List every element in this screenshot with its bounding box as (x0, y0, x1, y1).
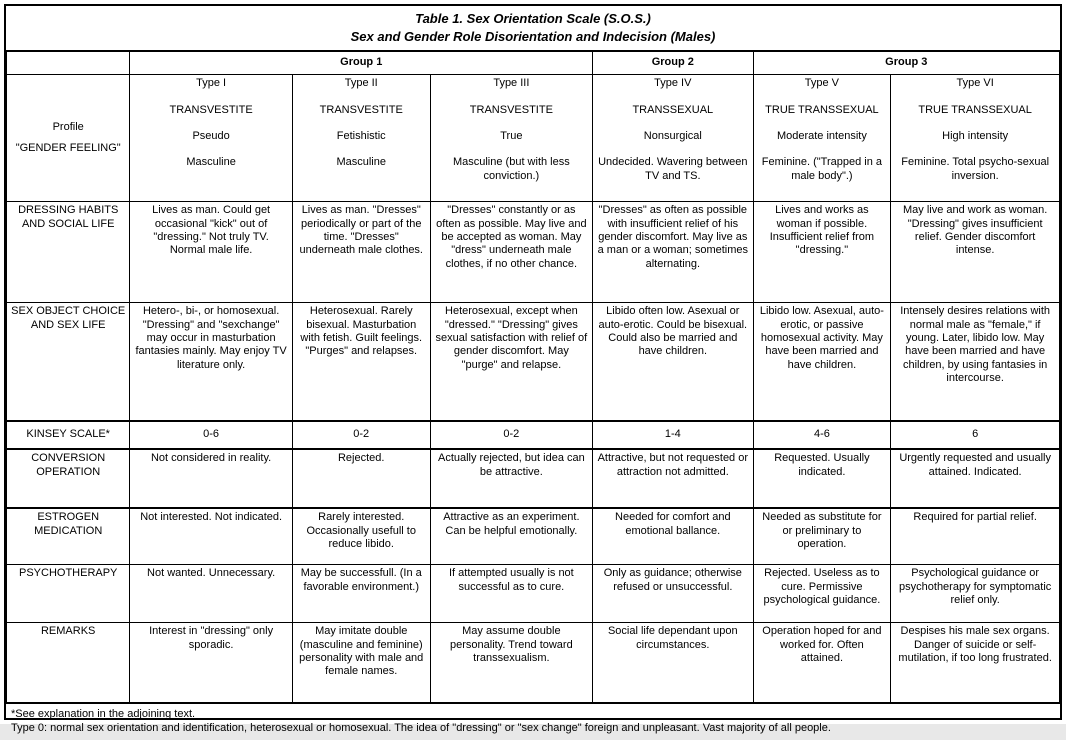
table-title (6, 6, 1060, 51)
type-label: Type VI (956, 77, 994, 90)
table-cell: Urgently requested and usually attained. Indicated. (891, 449, 1060, 508)
type-label: Type I (196, 77, 227, 90)
table-row-psychotherapy (7, 565, 1060, 623)
profile-cell-type6 (891, 75, 1060, 202)
table-cell: Not wanted. Unnecessary. (130, 565, 292, 623)
profile-cell-type5 (753, 75, 891, 202)
type-subtype: Pseudo (192, 129, 230, 142)
type-subtype: Moderate intensity (776, 129, 867, 142)
table-cell: Required for partial relief. (891, 508, 1060, 565)
table-row-estrogen-medication (7, 508, 1060, 565)
table-cell: Rejected. Useless as to cure. Permissive psychological guidance. (753, 565, 891, 623)
type-description: Masculine (336, 156, 386, 169)
type-subtype: High intensity (942, 129, 1009, 142)
table-title-line1: Table 1. Sex Orientation Scale (S.O.S.) (415, 11, 651, 26)
table-cell: Despises his male sex organs. Danger of suicide or self-mutilation, if too long frustrated. (891, 623, 1060, 703)
profile-cell-type4 (593, 75, 753, 202)
table-cell: Operation hoped for and worked for. Often attained. (753, 623, 891, 703)
table-row-dressing-habits (7, 202, 1060, 303)
profile-label-line2: "GENDER FEELING" (15, 141, 121, 154)
row-label: REMARKS (7, 623, 130, 703)
table-row-sex-object-choice (7, 303, 1060, 422)
type-label: Type V (804, 77, 840, 90)
table-row-conversion-operation (7, 449, 1060, 508)
type-label: Type IV (654, 77, 692, 90)
row-label: SEX OBJECT CHOICE AND SEX LIFE (7, 303, 130, 422)
table-cell: Lives as man. "Dresses" periodically or part of the time. "Dresses" underneath male clothes. (292, 202, 430, 303)
type-label: Type II (344, 77, 378, 90)
table-cell: May be successfull. (In a favorable environment.) (292, 565, 430, 623)
table-cell: Hetero-, bi-, or homosexual. "Dressing" and "sexchange" may occur in masturbation fantasies mainly. May enjoy TV literature only. (130, 303, 292, 422)
type-category: TRUE TRANSSEXUAL (765, 103, 879, 116)
table-cell: May assume double personality. Trend toward transsexualism. (430, 623, 592, 703)
table-cell: Lives and works as woman if possible. Insufficient relief from "dressing." (753, 202, 891, 303)
table-row-remarks (7, 623, 1060, 703)
table-cell: Lives as man. Could get occasional "kick" out of "dressing." Not truly TV. Normal male life. (130, 202, 292, 303)
table-cell: Not considered in reality. (130, 449, 292, 508)
table-cell: Requested. Usually indicated. (753, 449, 891, 508)
table-cell: Only as guidance; otherwise refused or unsuccessful. (593, 565, 753, 623)
table-cell: Rejected. (292, 449, 430, 508)
group-1-header: Group 1 (130, 52, 593, 75)
table-cell: Libido often low. Asexual or auto-erotic. Could be bisexual. Could also be married and have children. (593, 303, 753, 422)
table-cell: Needed as substitute for or preliminary to operation. (753, 508, 891, 565)
table-cell: Interest in "dressing" only sporadic. (130, 623, 292, 703)
table-cell: Not interested. Not indicated. (130, 508, 292, 565)
table-frame (4, 4, 1062, 735)
row-label: DRESSING HABITS AND SOCIAL LIFE (7, 202, 130, 303)
group-3-header: Group 3 (753, 52, 1059, 75)
table-cell: May imitate double (masculine and feminine) personality with male and female names. (292, 623, 430, 703)
profile-cell-type1 (130, 75, 292, 202)
table-cell: Rarely interested. Occasionally usefull to reduce libido. (292, 508, 430, 565)
table-title-line2: Sex and Gender Role Disorientation and Indecision (Males) (350, 28, 716, 44)
footnote-block (6, 703, 1060, 740)
sos-table (6, 51, 1060, 703)
table-row-kinsey-scale (7, 421, 1060, 449)
table-cell: Attractive, but not requested or attraction not admitted. (593, 449, 753, 508)
table-cell: Needed for comfort and emotional ballance. (593, 508, 753, 565)
table-cell: Social life dependant upon circumstances. (593, 623, 753, 703)
table-cell: 0-2 (292, 421, 430, 449)
type-description: Feminine. Total psycho-sexual inversion. (901, 156, 1050, 182)
row-label: KINSEY SCALE* (7, 421, 130, 449)
type-category: TRANSVESTITE (319, 103, 403, 116)
corner-cell (7, 52, 130, 75)
type-subtype: Nonsurgical (643, 129, 702, 142)
row-label: CONVERSION OPERATION (7, 449, 130, 508)
type-category: TRANSVESTITE (469, 103, 553, 116)
type-subtype: Fetishistic (336, 129, 386, 142)
group-2-header: Group 2 (593, 52, 753, 75)
type-description: Feminine. ("Trapped in a male body".) (761, 156, 883, 182)
table-cell: 6 (891, 421, 1060, 449)
type-description: Masculine (186, 156, 236, 169)
profile-row-label (7, 75, 130, 202)
type-subtype: True (500, 129, 523, 142)
table-cell: 4-6 (753, 421, 891, 449)
profile-cell-type3 (430, 75, 592, 202)
footnote-line-2: Type 0: normal sex orientation and identification, heterosexual or homosexual. The idea of "dressing" or "sex change" foreign and unpleasant. Vast majority of all people. (11, 722, 831, 735)
table-cell: 0-2 (430, 421, 592, 449)
type-category: TRUE TRANSSEXUAL (918, 103, 1032, 116)
row-label: ESTROGEN MEDICATION (7, 508, 130, 565)
table-cell: Libido low. Asexual, auto-erotic, or passive homosexual activity. May have been married and have children. (753, 303, 891, 422)
type-category: TRANSSEXUAL (632, 103, 714, 116)
table-cell: 0-6 (130, 421, 292, 449)
row-label: PSYCHOTHERAPY (7, 565, 130, 623)
footnote-line-1: *See explanation in the adjoining text. (11, 708, 196, 721)
type-category: TRANSVESTITE (169, 103, 253, 116)
table-cell: Heterosexual. Rarely bisexual. Masturbation with fetish. Guilt feelings. "Purges" and relapses. (292, 303, 430, 422)
table-cell: Attractive as an experiment. Can be helpful emotionally. (430, 508, 592, 565)
profile-label-line1: Profile (52, 121, 84, 134)
group-header-row (7, 52, 1060, 75)
type-description: Undecided. Wavering between TV and TS. (598, 156, 748, 182)
table-cell: Intensely desires relations with normal male as "female," if young. Later, libido low. May have been married and have children, by using fantasies in intercourse. (891, 303, 1060, 422)
table-cell: Actually rejected, but idea can be attractive. (430, 449, 592, 508)
table-cell: Heterosexual, except when "dressed." "Dressing" gives sexual satisfaction with relief of gender discomfort. May "purge" and relapse. (430, 303, 592, 422)
table-cell: Psychological guidance or psychotherapy for symptomatic relief only. (891, 565, 1060, 623)
profile-cell-type2 (292, 75, 430, 202)
table-cell: 1-4 (593, 421, 753, 449)
type-label: Type III (493, 77, 530, 90)
table-cell: "Dresses" constantly or as often as possible. May live and be accepted as woman. May "dress" underneath male clothes, if no other chance. (430, 202, 592, 303)
table-cell: If attempted usually is not successful as to cure. (430, 565, 592, 623)
table-cell: May live and work as woman. "Dressing" gives insufficient relief. Gender discomfort intense. (891, 202, 1060, 303)
type-description: Masculine (but with less conviction.) (452, 156, 570, 182)
table-cell: "Dresses" as often as possible with insufficient relief of his gender discomfort. May live as a man or a woman; sometimes alternating. (593, 202, 753, 303)
profile-row (7, 75, 1060, 202)
